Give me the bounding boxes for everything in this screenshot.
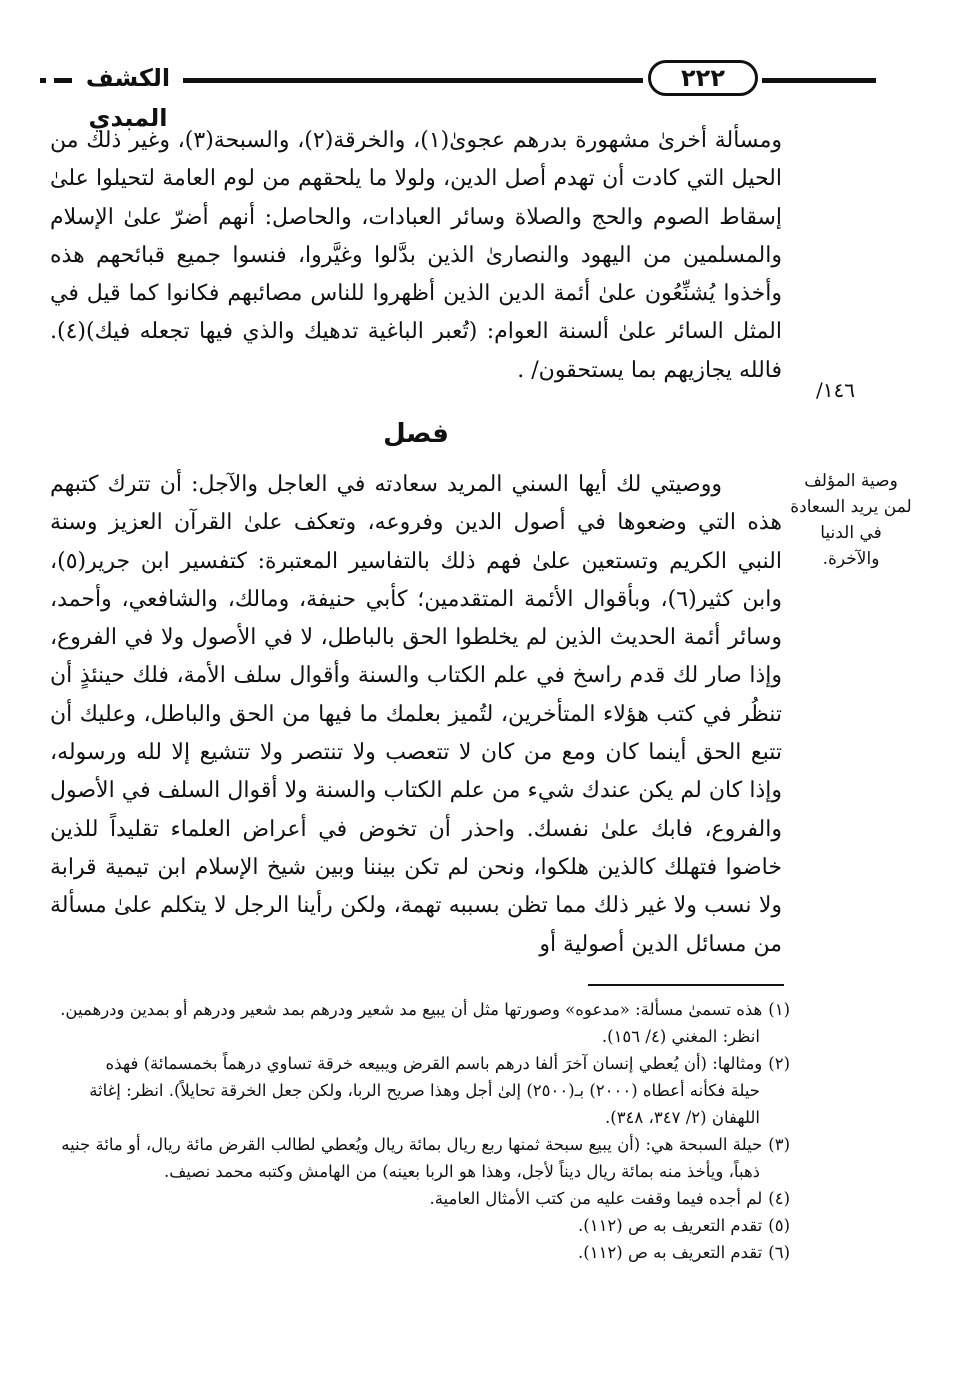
footnote-text: تقدم التعريف به ص (١١٢). — [578, 1243, 763, 1262]
footnote-separator — [588, 984, 784, 986]
footnote-item — [50, 1050, 790, 1131]
footnote-text: تقدم التعريف به ص (١١٢). — [578, 1216, 763, 1235]
footnotes — [50, 996, 790, 1266]
footnote-number: (٣) — [768, 1135, 790, 1154]
footnote-number: (٢) — [768, 1054, 790, 1073]
footnote-text: حيلة فكأنه أعطاه (٢٠٠٠) بـ(٢٥٠٠) إلىٰ أجل وهذا صريح الربا، ولكن جعل الخرقة تحايلاً). انظر: إغاثة اللهفان (٢/ ٣٤٧، ٣٤٨). — [89, 1081, 760, 1127]
margin-note: وصية المؤلف لمن يريد السعادة في الدنيا والآخرة. — [790, 471, 912, 569]
footnote-text: انظر: المغني (٤/ ١٥٦). — [601, 1027, 760, 1046]
header-rule — [40, 78, 46, 83]
footnote-text: حيلة السبحة هي: (أن يبيع سبحة ثمنها ربع ريال بمائة ريال ويُعطي لطالب القرض مائة ريال، أو مائة جنيه — [61, 1135, 763, 1154]
page-header — [40, 52, 876, 132]
footnote-number: (٦) — [768, 1243, 790, 1262]
header-rule — [54, 78, 72, 83]
book-title: الكشف المبدي — [85, 64, 171, 132]
footnote-text: ومثالها: (أن يُعطي إنسان آخرَ ألفا درهم باسم القرض ويبيعه خرقة تساوي درهماً بخمسمائة) فهذه — [105, 1054, 763, 1073]
footnote-number: (١) — [768, 1000, 790, 1019]
footnote-item — [50, 1212, 790, 1239]
body-paragraph: ووصيتي لك أيها السني المريد سعادته في العاجل والآجل: أن تترك كتبهم هذه التي وضعوها في أصول الدين وفروعه، وتعكف علىٰ القرآن العزيز وسنة النبي الكريم وتستعين علىٰ فهم ذلك بالتفاسير المعتبرة: كتفسير ابن جرير(٥)، وابن كثير(٦)، وبأقوال الأئمة المتقدمين؛ كأبي حنيفة، ومالك، والشافعي، وأحمد، وسائر أئمة الحديث الذين لم يخلطوا الحق بالباطل، لا في الأصول ولا في الفروع، وإذا صار لك قدم راسخ في علم الكتاب والسنة وأقوال سلف الأمة، فلك حينئذٍ أن تنظُر في كتب هؤلاء المتأخرين، لتُميز بعلمك ما فيها من الحق والباطل، وعليك أن تتبع الحق أينما كان ومع من كان لا تتعصب ولا تنتصر ولا تتشيع إلا لله ورسوله، وإذا كان لم يكن عندك شيء من علم الكتاب والسنة ولا أقوال السلف في الأصول والفروع، فابك علىٰ نفسك. واحذر أن تخوض في أعراض العلماء تقليداً للذين خاضوا فتهلك كالذين هلكوا، ونحن لم تكن بيننا وبين شيخ الإسلام ابن تيمية قرابة ولا نسب ولا غير ذلك مما تظن بسببه تهمة، ولكن رأينا الرجل لا يتكلم علىٰ مسألة من مسائل الدين أصولية أو — [50, 472, 782, 957]
footnote-text: ذهباً، ويأخذ منه بمائة ريال ديناً لأجل، وهذا هو الربا بعينه) من الهامش وكتبه محمد نصيف. — [163, 1162, 760, 1181]
header-rule — [762, 78, 876, 83]
footnote-item — [50, 1131, 790, 1185]
footnote-number: (٥) — [768, 1216, 790, 1235]
page-number: ٢٢٢ — [648, 60, 758, 96]
footnote-text: هذه تسمىٰ مسألة: «مدعوه» وصورتها مثل أن يبيع مد شعير ودرهم بمد شعير ودرهم أو بمدين ودرهمين. — [60, 1000, 763, 1019]
footnote-item — [50, 1185, 790, 1212]
footnote-item — [50, 1239, 790, 1266]
original-page-reference: ١٤٦/ — [816, 378, 855, 402]
header-rule — [183, 78, 643, 83]
footnote-item — [50, 996, 790, 1050]
footnote-number: (٤) — [768, 1189, 790, 1208]
body-paragraph: ومسألة أخرىٰ مشهورة بدرهم عجوىٰ(١)، والخرقة(٢)، والسبحة(٣)، وغير ذلك من الحيل التي كادت أن تهدم أصل الدين، ولولا ما يلحقهم من لوم العامة لتحيلوا علىٰ إسقاط الصوم والحج والصلاة وسائر العبادات، والحاصل: أنهم أضرّ علىٰ الإسلام والمسلمين من اليهود والنصارىٰ الذين بدَّلوا وغيَّروا، فنسوا جميع قبائحهم هذه وأخذوا يُشنِّعُون علىٰ أئمة الدين الذين أظهروا للناس مصائبهم فكانوا كما قيل في المثل السائر علىٰ ألسنة العوام: (تُعبر الباغية تدهيك والذي فيها تجعله فيك)(٤). فالله يجازيهم بما يستحقون/ . — [50, 128, 782, 383]
footnote-text: لم أجده فيما وقفت عليه من كتب الأمثال العامية. — [429, 1189, 763, 1208]
section-heading: فصل — [383, 419, 449, 449]
